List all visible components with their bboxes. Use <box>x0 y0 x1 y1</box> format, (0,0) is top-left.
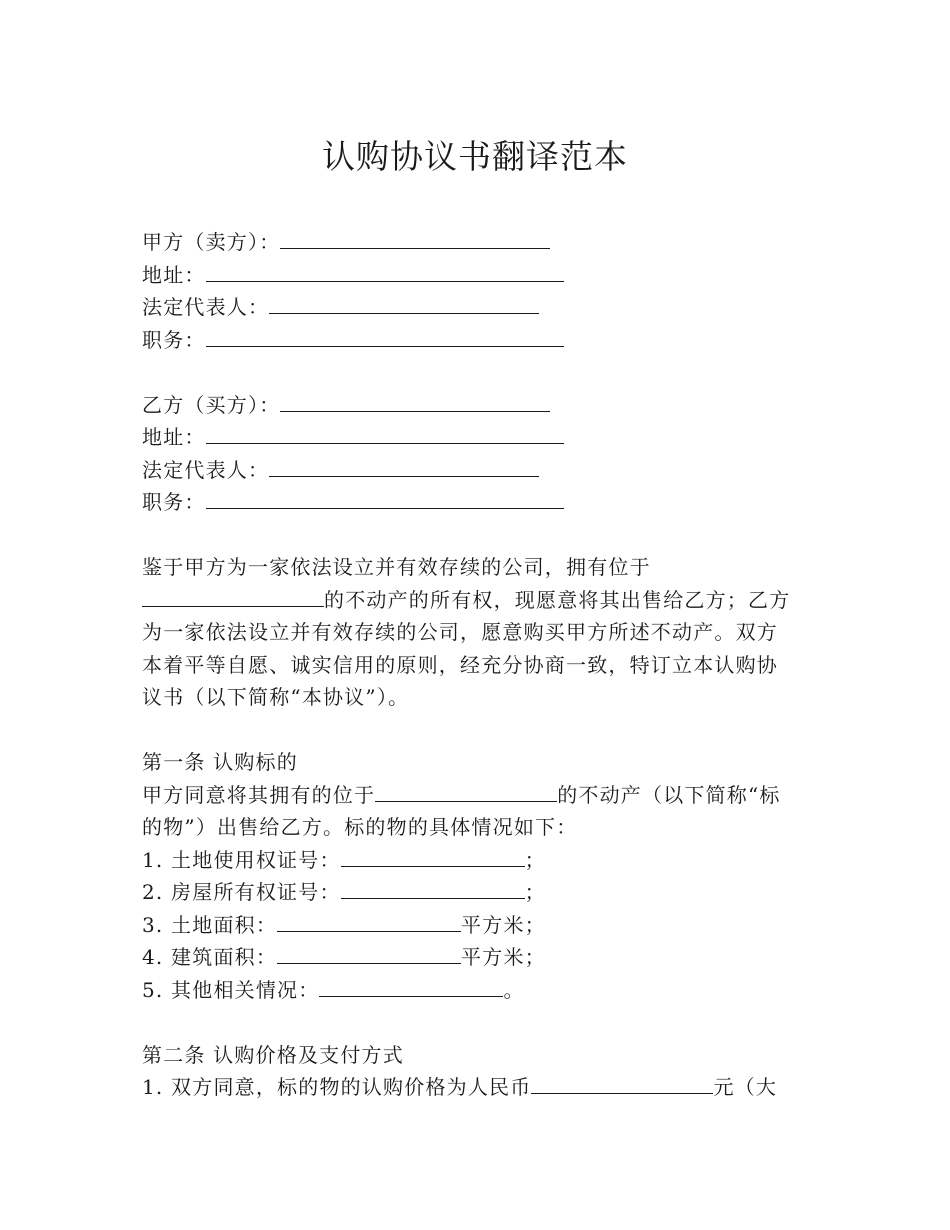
party-b-position-label: 职务： <box>142 490 206 514</box>
article-1-item-3 <box>142 909 812 942</box>
party-a-address-label: 地址： <box>142 262 206 287</box>
party-a-rep-line <box>142 291 812 324</box>
party-a-rep-blank <box>269 291 539 314</box>
article-2-line-1-after: 元（大 <box>713 1075 778 1099</box>
preamble-line-4: 本着平等自愿、诚实信用的原则，经充分协商一致，特订立本认购协 <box>142 652 778 677</box>
party-a-name-blank <box>280 226 550 249</box>
item-suffix: ； <box>524 880 546 904</box>
article-1-item-5 <box>142 974 812 1007</box>
party-a-address-line <box>142 259 812 292</box>
party-a-position-label: 职务： <box>142 327 206 352</box>
article-2-line-1-before: 1. 双方同意，标的物的认购价格为人民币 <box>142 1075 532 1099</box>
other-info-blank <box>319 974 503 997</box>
preamble-line-2 <box>142 584 812 617</box>
party-b-name-line <box>142 389 812 422</box>
party-a-position-blank <box>206 324 564 347</box>
article-1-line-1 <box>142 779 812 812</box>
party-b-rep-label: 法定代表人： <box>142 457 270 482</box>
party-b-rep-blank <box>269 454 539 477</box>
article-1-item-4 <box>142 941 812 974</box>
land-cert-blank <box>341 844 525 867</box>
party-a-rep-label: 法定代表人： <box>142 295 270 319</box>
property-location-blank <box>142 584 324 607</box>
party-b-name-blank <box>280 389 550 412</box>
article-1-item-2 <box>142 876 812 909</box>
article-1-line-1-after: 的不动产（以下简称“标 <box>557 782 781 807</box>
article-1-item-1 <box>142 844 812 877</box>
price-blank <box>531 1071 713 1094</box>
party-a-name-label: 甲方（卖方）： <box>142 230 281 254</box>
preamble-line-2-text: 的不动产的所有权，现愿意将其出售给乙方；乙方 <box>324 587 791 612</box>
party-a-position-line <box>142 324 812 357</box>
building-area-blank <box>277 941 461 964</box>
spacer <box>142 356 812 389</box>
subject-location-blank <box>375 779 557 802</box>
party-b-name-label: 乙方（买方）： <box>142 392 281 417</box>
document-body <box>142 226 812 1104</box>
item-suffix: 。 <box>503 977 525 1002</box>
preamble-line-1: 鉴于甲方为一家依法设立并有效存续的公司，拥有位于 <box>142 555 651 579</box>
item-prefix: 3. 土地面积： <box>142 912 278 937</box>
party-a-name-line <box>142 226 812 259</box>
document-title: 认购协议书翻译范本 <box>322 137 628 176</box>
item-suffix: 平方米； <box>461 912 546 937</box>
article-1-line-2: 的物”）出售给乙方。标的物的具体情况如下： <box>142 815 578 839</box>
party-a-address-blank <box>206 259 564 282</box>
article-1-line-1-before: 甲方同意将其拥有的位于 <box>142 782 376 807</box>
item-prefix: 1. 土地使用权证号： <box>142 847 341 872</box>
item-suffix: 平方米； <box>461 945 546 969</box>
party-b-position-blank <box>206 486 564 509</box>
house-cert-blank <box>341 876 525 899</box>
item-prefix: 4. 建筑面积： <box>142 945 278 969</box>
party-b-position-line <box>142 486 812 519</box>
party-b-rep-line <box>142 454 812 487</box>
article-2-heading: 第二条 认购价格及支付方式 <box>142 1042 404 1067</box>
preamble-line-3: 为一家依法设立并有效存续的公司，愿意购买甲方所述不动产。双方 <box>142 620 778 644</box>
party-b-address-blank <box>206 421 564 444</box>
land-area-blank <box>277 909 461 932</box>
article-2-line-1 <box>142 1071 812 1104</box>
preamble-line-5: 议书（以下简称“本协议”）。 <box>142 685 410 709</box>
spacer <box>142 714 812 747</box>
item-suffix: ； <box>524 847 546 872</box>
spacer <box>142 519 812 552</box>
party-b-address-label: 地址： <box>142 425 206 449</box>
item-prefix: 5. 其他相关情况： <box>142 977 320 1002</box>
item-prefix: 2. 房屋所有权证号： <box>142 880 341 904</box>
party-b-address-line <box>142 421 812 454</box>
article-1-heading: 第一条 认购标的 <box>142 750 298 774</box>
spacer <box>142 1006 812 1039</box>
